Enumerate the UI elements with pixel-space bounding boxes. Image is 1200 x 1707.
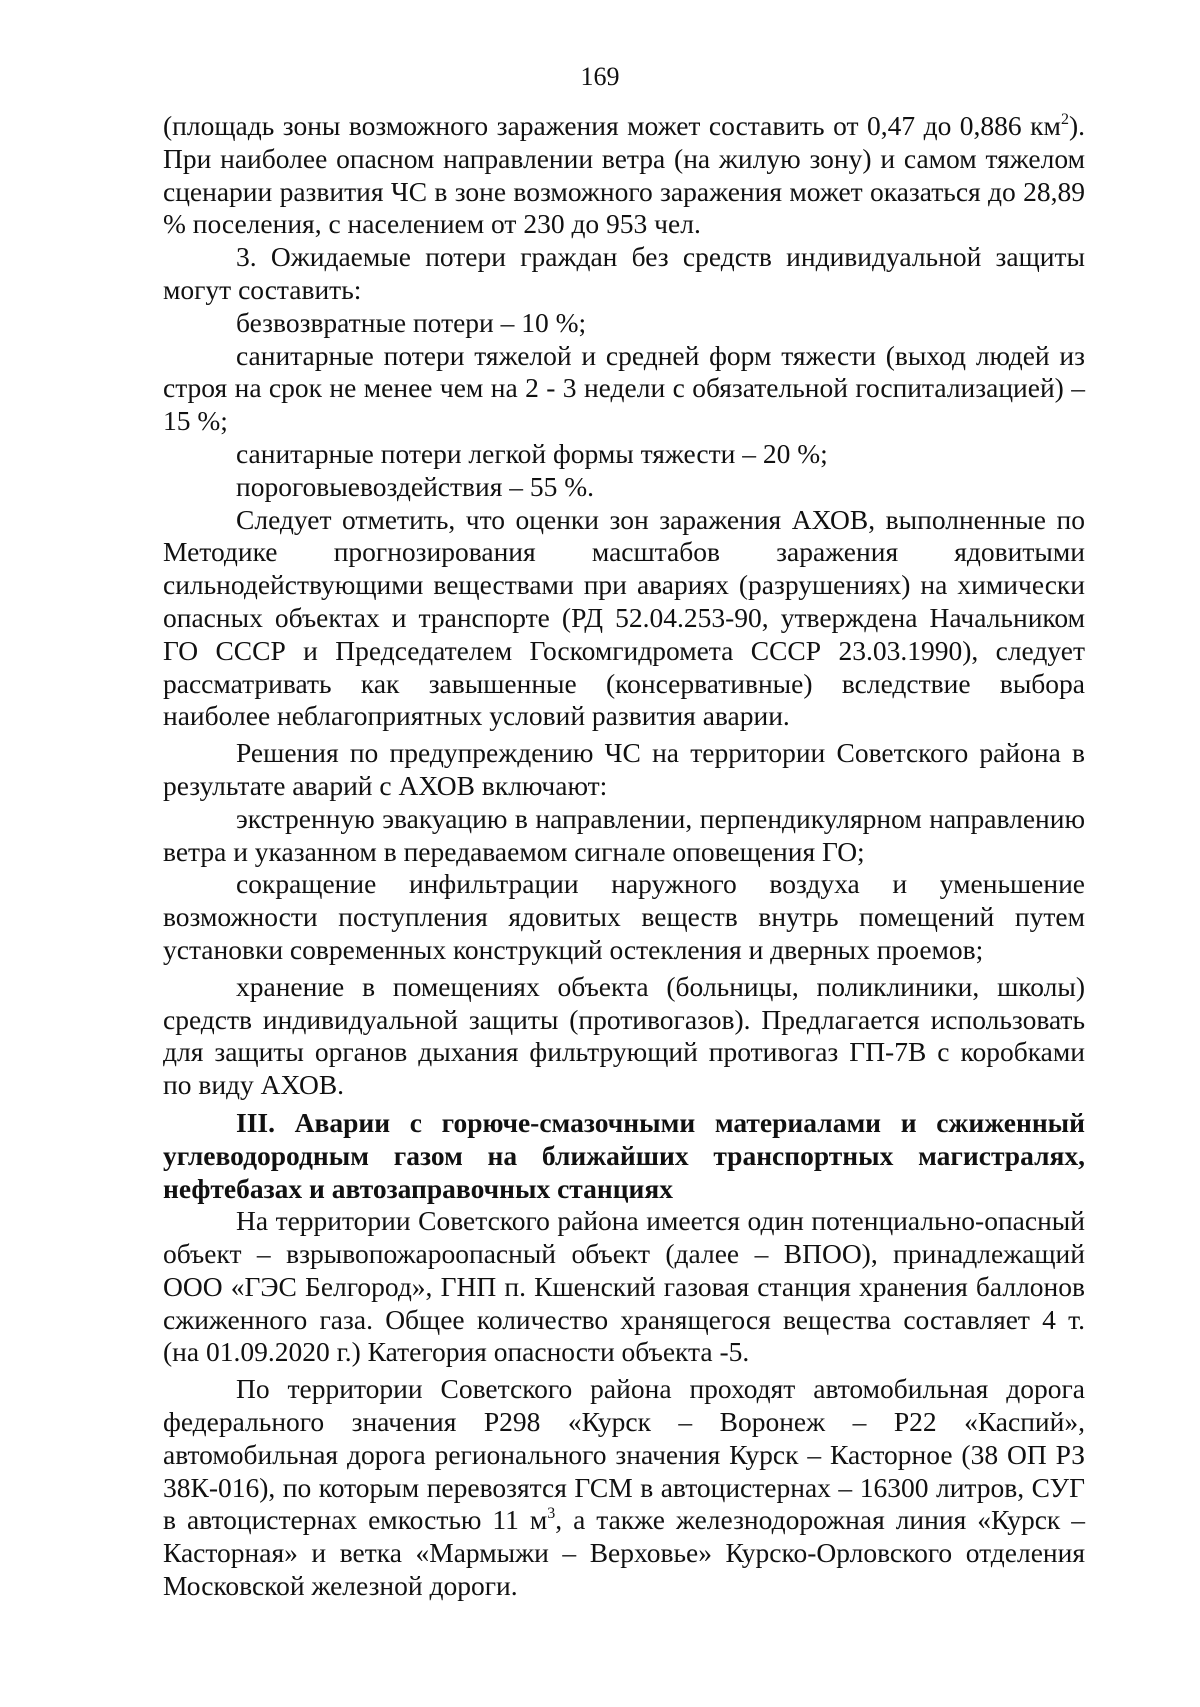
list-item-light-losses: санитарные потери легкой формы тяжести – 20 %; <box>236 437 828 469</box>
list-item-threshold-effects: пороговыевоздействия – 55 %. <box>236 470 595 502</box>
list-item-storage-ppe: хранение в помещениях объекта (больницы, поликлиники, школы) средств индивидуальной защиты (противогазов). Предлагается использовать для защиты органов дыхания фильтрующий противогаз ГП-7В с коробками по виду АХОВ. <box>163 970 1085 1101</box>
paragraph-text: (площадь зоны возможного заражения может составить от 0,47 до 0,886 км <box>163 110 1061 141</box>
section-heading-fuel-accidents: III. Аварии с горюче-смазочными материалами и сжиженный углеводородным газом на ближайших транспортных магистралях, нефтебазах и автозаправочных станциях <box>163 1106 1085 1204</box>
paragraph-expected-losses: 3. Ожидаемые потери граждан без средств индивидуальной защиты могут составить: <box>163 241 1085 305</box>
paragraph-transport-routes <box>163 1373 1085 1603</box>
document-body <box>163 110 1085 1603</box>
superscript: 2 <box>1060 111 1069 128</box>
list-item-evacuation: экстренную эвакуацию в направлении, перпендикулярном направлению ветра и указанном в передаваемом сигнале оповещения ГО; <box>163 802 1085 867</box>
paragraph-hazardous-object: На территории Советского района имеется один потенциально-опасный объект – взрывопожароопасный объект (далее – ВПОО), принадлежащий ООО «ГЭС Белгород», ГНП п. Кшенский газовая станция хранения баллонов сжиженного газа. Общее количество хранящегося вещества составляет 4 т. (на 01.09.2020 г.) Категория опасности объекта -5. <box>163 1205 1085 1368</box>
list-item-irrecoverable-losses: безвозвратные потери – 10 %; <box>236 306 587 338</box>
superscript: 3 <box>547 1505 556 1523</box>
paragraph-methodology-note: Следует отметить, что оценки зон заражения АХОВ, выполненные по Методике прогнозирования масштабов заражения ядовитыми сильнодействующими веществами при авариях (разрушениях) на химически опасных объектах и транспорте (РД 52.04.253-90, утверждена Начальником ГО СССР и Председателем Госкомгидромета СССР 23.03.1990), следует рассматривать как завышенные (консервативные) вследствие выбора наиболее неблагоприятных условий развития аварии. <box>163 503 1085 732</box>
page-number: 169 <box>580 62 620 91</box>
paragraph-prevention-decisions: Решения по предупреждению ЧС на территории Советского района в результате аварий с АХОВ включают: <box>163 737 1085 801</box>
list-item-severe-losses: санитарные потери тяжелой и средней форм тяжести (выход людей из строя на срок не менее чем на 2 - 3 недели с обязательной госпитализацией) – 15 %; <box>163 339 1085 437</box>
paragraph-text: , а также железнодорожная линия «Курск – Касторная» и ветка «Мармыжи – Верховье» Курско-Орловского отделения Московской железной дороги. <box>163 1504 1085 1602</box>
paragraph-text: ). При наиболее опасном направлении ветра (на жилую зону) и самом тяжелом сценарии развития ЧС в зоне возможного заражения может оказаться до 28,89 % поселения, с населением от 230 до 953 чел. <box>163 110 1085 240</box>
paragraph-text: По территории Советского района проходят автомобильная дорога федерального значения Р298 «Курск – Воронеж – Р22 «Каспий», автомобильная дорога регионального значения Курск – Касторное (38 ОП РЗ 38К-016), по которым перевозятся ГСМ в автоцистернах – 16300 литров, СУГ в автоцистернах емкостью 11 м <box>163 1373 1085 1536</box>
paragraph-contamination-area <box>163 110 1085 241</box>
list-item-infiltration: сокращение инфильтрации наружного воздуха и уменьшение возможности поступления ядовитых веществ внутрь помещений путем установки современных конструкций остекления и дверных проемов; <box>163 868 1085 965</box>
